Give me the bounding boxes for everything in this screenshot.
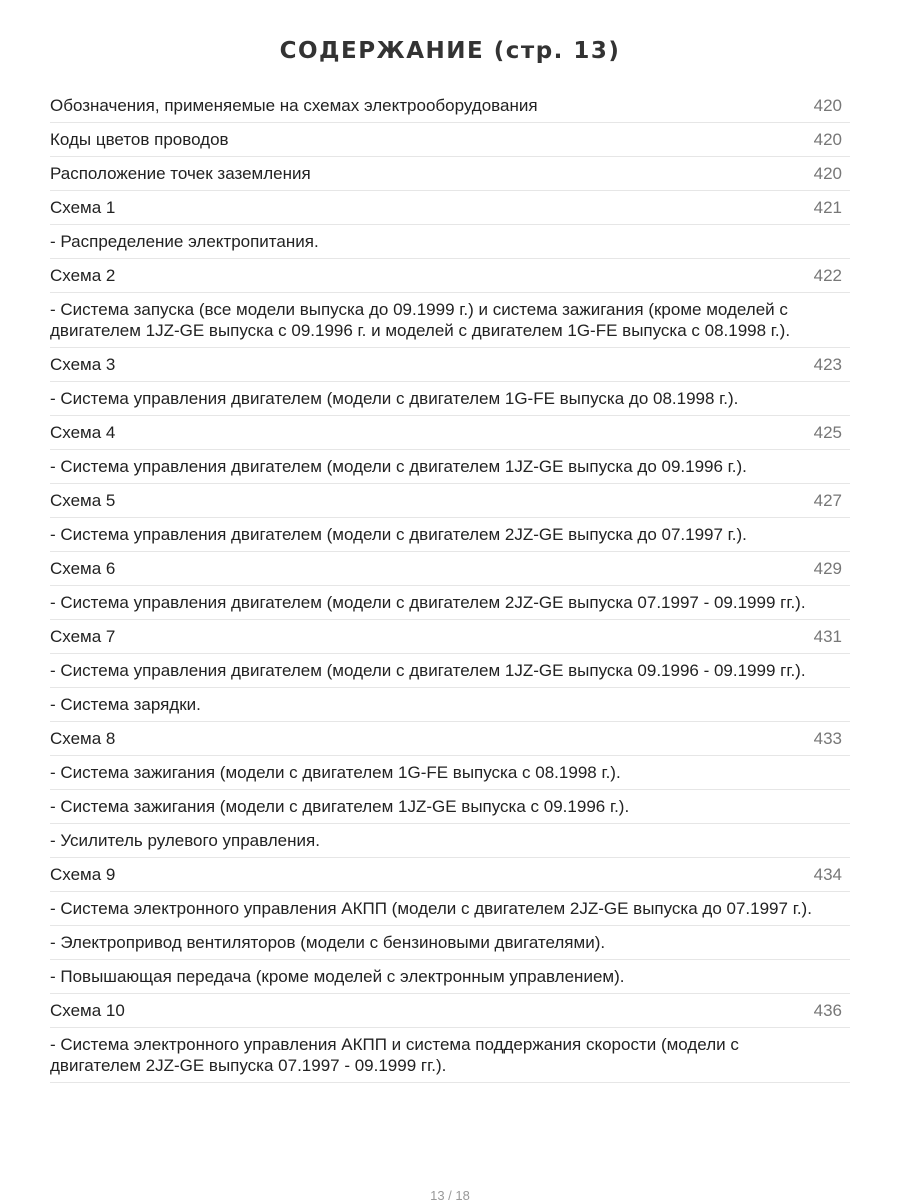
- toc-row[interactable]: [50, 518, 850, 552]
- toc-page-number: 433: [813, 729, 842, 748]
- toc-entry-text: - Система управления двигателем (модели с двигателем 1JZ-GE выпуска 09.1996 - 09.1999 гг.).: [50, 661, 806, 680]
- toc-row[interactable]: [50, 157, 850, 191]
- toc-page-number: 425: [813, 423, 842, 442]
- toc-row[interactable]: [50, 790, 850, 824]
- toc-entry-text: - Система управления двигателем (модели с двигателем 2JZ-GE выпуска до 07.1997 г.).: [50, 525, 747, 544]
- page-title: СОДЕРЖАНИЕ (стр. 13): [279, 38, 621, 64]
- toc-entry-text: Схема 6: [50, 559, 116, 578]
- toc-row[interactable]: [50, 259, 850, 293]
- toc-entry-text: - Система управления двигателем (модели с двигателем 1G-FE выпуска до 08.1998 г.).: [50, 389, 739, 408]
- toc-page-number: 436: [813, 1001, 842, 1020]
- toc-entry-text: Схема 1: [50, 198, 116, 217]
- toc-page-number: 422: [813, 266, 842, 285]
- toc-entry-text: Схема 4: [50, 423, 116, 442]
- toc-row[interactable]: [50, 484, 850, 518]
- toc-row[interactable]: [50, 416, 850, 450]
- toc-row[interactable]: [50, 89, 850, 123]
- toc-row[interactable]: [50, 960, 850, 994]
- toc-row[interactable]: [50, 348, 850, 382]
- toc-entry-text: - Система электронного управления АКПП (модели с двигателем 2JZ-GE выпуска до 07.1997 г.).: [50, 899, 812, 918]
- toc-row[interactable]: [50, 858, 850, 892]
- toc-page-number: 427: [813, 491, 842, 510]
- toc-entry-text: - Повышающая передача (кроме моделей с электронным управлением).: [50, 967, 625, 986]
- toc-row[interactable]: [50, 293, 850, 348]
- toc-row[interactable]: [50, 654, 850, 688]
- toc-entry-text: - Система управления двигателем (модели с двигателем 2JZ-GE выпуска 07.1997 - 09.1999 гг.).: [50, 593, 806, 612]
- toc-entry-text: - Система зажигания (модели с двигателем 1JZ-GE выпуска с 09.1996 г.).: [50, 797, 630, 816]
- toc-page-number: 431: [813, 627, 842, 646]
- toc-entry-text: - Распределение электропитания.: [50, 232, 319, 251]
- toc-row[interactable]: [50, 926, 850, 960]
- toc-row[interactable]: [50, 123, 850, 157]
- toc-page-number: 429: [813, 559, 842, 578]
- toc-entry-text: - Система зарядки.: [50, 695, 201, 714]
- toc-entry-text: Схема 3: [50, 355, 116, 374]
- toc-entry-text: Схема 2: [50, 266, 116, 285]
- toc-page-number: 421: [813, 198, 842, 217]
- toc-row[interactable]: [50, 382, 850, 416]
- toc-page-number: 420: [813, 130, 842, 149]
- toc-row[interactable]: [50, 450, 850, 484]
- toc-entry-text: Схема 9: [50, 865, 116, 884]
- toc-row[interactable]: [50, 756, 850, 790]
- toc-page-number: 420: [813, 164, 842, 183]
- toc-row[interactable]: [50, 191, 850, 225]
- toc-page-number: 420: [813, 96, 842, 115]
- toc-entry-text: Расположение точек заземления: [50, 164, 311, 183]
- toc-row[interactable]: [50, 994, 850, 1028]
- toc-entry-text: - Система зажигания (модели с двигателем 1G-FE выпуска с 08.1998 г.).: [50, 763, 621, 782]
- toc-row[interactable]: [50, 722, 850, 756]
- toc-page-number: 434: [813, 865, 842, 884]
- toc-row[interactable]: [50, 552, 850, 586]
- toc-entry-text: Схема 8: [50, 729, 116, 748]
- toc-entry-text: - Усилитель рулевого управления.: [50, 831, 320, 850]
- toc-entry-text: Коды цветов проводов: [50, 130, 229, 149]
- toc-entry-text: - Система электронного управления АКПП и система поддержания скорости (модели с двигателем 2JZ-GE выпуска 07.1997 - 09.1999 гг.).: [50, 1035, 739, 1075]
- toc-row[interactable]: [50, 688, 850, 722]
- toc-entry-text: Схема 10: [50, 1001, 125, 1020]
- toc-row[interactable]: [50, 824, 850, 858]
- table-of-contents: [50, 89, 850, 1083]
- toc-entry-text: - Система управления двигателем (модели с двигателем 1JZ-GE выпуска до 09.1996 г.).: [50, 457, 747, 476]
- toc-entry-text: Схема 5: [50, 491, 116, 510]
- toc-row[interactable]: [50, 1028, 850, 1083]
- page-counter: 13 / 18: [430, 1188, 470, 1203]
- toc-entry-text: - Электропривод вентиляторов (модели с бензиновыми двигателями).: [50, 933, 606, 952]
- toc-page-number: 423: [813, 355, 842, 374]
- toc-entry-text: Обозначения, применяемые на схемах электрооборудования: [50, 96, 538, 115]
- toc-row[interactable]: [50, 892, 850, 926]
- toc-row[interactable]: [50, 586, 850, 620]
- toc-row[interactable]: [50, 620, 850, 654]
- toc-row[interactable]: [50, 225, 850, 259]
- toc-entry-text: Схема 7: [50, 627, 116, 646]
- toc-entry-text: - Система запуска (все модели выпуска до 09.1999 г.) и система зажигания (кроме моделей с двигателем 1JZ-GE выпуска с 09.1996 г. и моделей с двигателем 1G-FE выпуска с 08.1998 г.).: [50, 300, 791, 340]
